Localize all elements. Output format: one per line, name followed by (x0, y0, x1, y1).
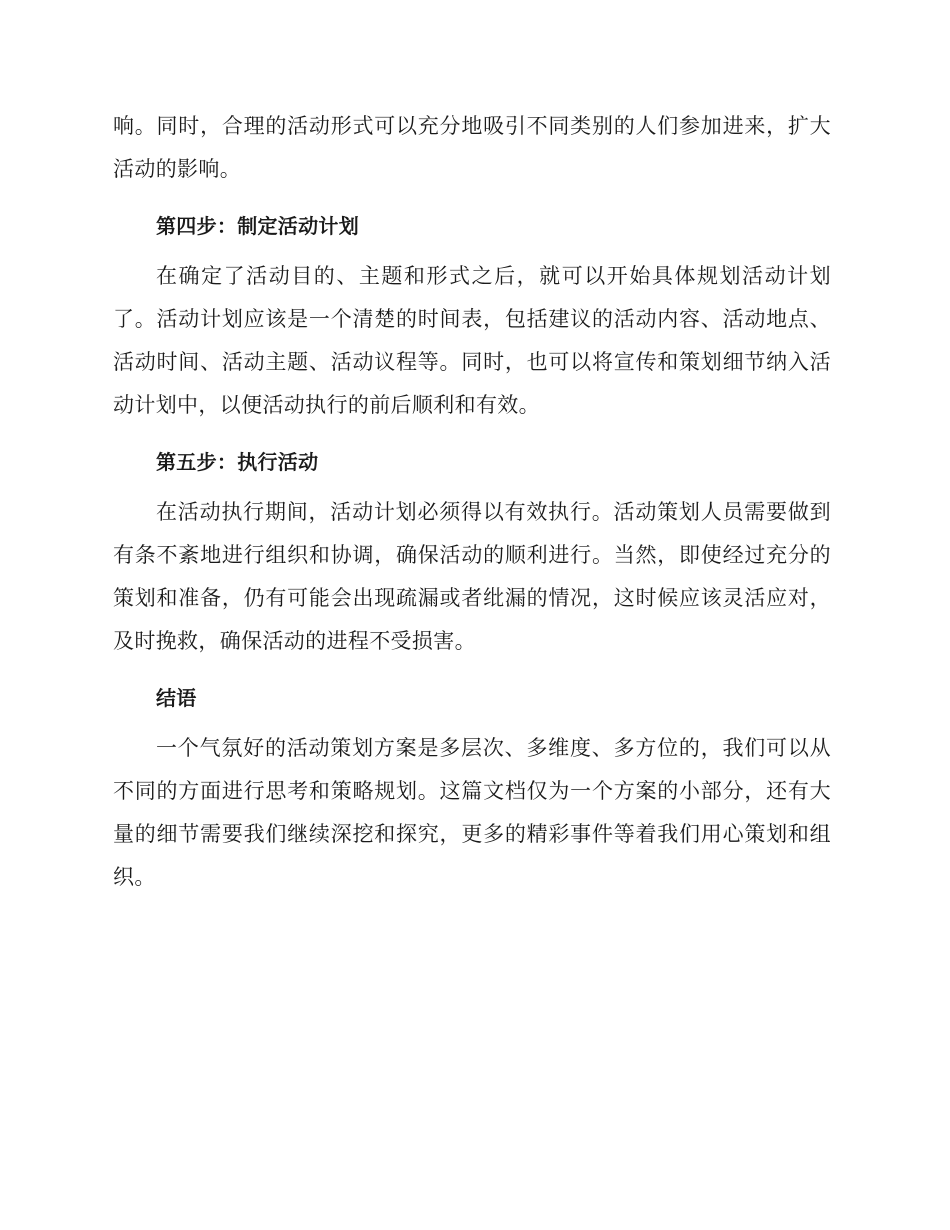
step5-paragraph: 在活动执行期间，活动计划必须得以有效执行。活动策划人员需要做到有条不紊地进行组织和协调，确保活动的顺利进行。当然，即使经过充分的策划和准备，仍有可能会出现疏漏或者纰漏的情况，这时候应该灵活应对，及时挽救，确保活动的进程不受损害。 (113, 500, 831, 653)
spacer (113, 476, 831, 491)
conclusion-paragraph: 一个气氛好的活动策划方案是多层次、多维度、多方位的，我们可以从不同的方面进行思考和策略规划。这篇文档仅为一个方案的小部分，还有大量的细节需要我们继续深挖和探究，更多的精彩事件等着我们用心策划和组织。 (113, 736, 831, 889)
conclusion-heading: 结语 (156, 686, 197, 710)
spacer (113, 712, 831, 727)
step4-paragraph: 在确定了活动目的、主题和形式之后，就可以开始具体规划活动计划了。活动计划应该是一个清楚的时间表，包括建议的活动内容、活动地点、活动时间、活动主题、活动议程等。同时，也可以将宣传和策划细节纳入活动计划中，以便活动执行的前后顺利和有效。 (113, 264, 831, 417)
spacer (113, 191, 831, 212)
step4-heading: 第四步：制定活动计划 (156, 214, 359, 238)
document-page (113, 105, 831, 899)
spacer (113, 663, 831, 684)
spacer (113, 240, 831, 255)
intro-paragraph: 响。同时，合理的活动形式可以充分地吸引不同类别的人们参加进来，扩大活动的影响。 (113, 114, 831, 181)
spacer (113, 427, 831, 448)
step5-heading: 第五步：执行活动 (156, 450, 319, 474)
